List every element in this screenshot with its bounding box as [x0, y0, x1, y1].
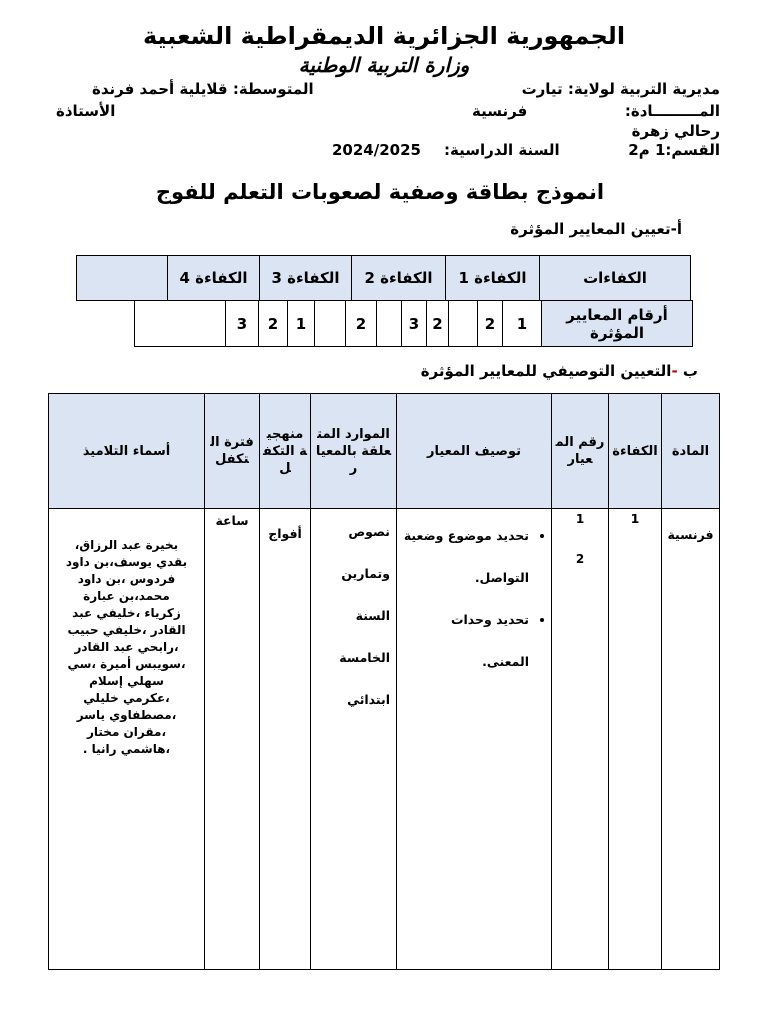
resources-header: الموارد المتعلقة بالمعيار: [311, 394, 397, 509]
period-header: فترة التكفل: [205, 394, 260, 509]
description-header: توصيف المعيار: [397, 394, 552, 509]
subject-label: المـــــــــادة:: [624, 102, 720, 120]
criterion-cell: 2: [259, 301, 288, 347]
criterion-cell: 3: [226, 301, 259, 347]
criterion-cell: 2: [346, 301, 377, 347]
description-cell: [397, 509, 552, 970]
criterion-cell: [449, 301, 478, 347]
school-line: المتوسطة: قلايلية أحمد فرندة: [92, 80, 314, 98]
description-item: • تحديد موضوع وضعية التواصل.: [401, 515, 529, 599]
section-b-dash: -: [671, 362, 678, 380]
method-cell: أفواج: [260, 509, 311, 970]
criterion-number: 1: [575, 512, 585, 526]
subject-value: فرنسية: [472, 102, 528, 120]
teacher-label: الأستاذة: [56, 102, 116, 120]
section-b-letter: ب: [682, 362, 698, 380]
section-a-heading: [510, 220, 682, 238]
competencies-label: الكفاءات: [540, 256, 691, 301]
competency-cell: 1: [609, 509, 662, 970]
teacher-name: رحالي زهرة: [631, 122, 720, 140]
criteria-numbers-table: [134, 300, 693, 347]
students-header: أسماء التلاميذ: [49, 394, 205, 509]
subject-header: المادة: [662, 394, 720, 509]
section-a-title: تعيين المعايير المؤثرة: [510, 220, 671, 238]
method-header: منهجية التكفل: [260, 394, 311, 509]
criterion-cell: 2: [427, 301, 449, 347]
ministry-title: وزارة التربية الوطنية: [298, 53, 470, 77]
competency-2-header: الكفاءة 2: [352, 256, 446, 301]
resources-cell: نصوص وتمارين السنة الخامسة ابتدائي: [311, 509, 397, 970]
criterion-cell: [315, 301, 346, 347]
empty-cell: [77, 256, 168, 301]
criterion-cell: [377, 301, 402, 347]
students-cell: بخيرة عبد الرزاق، بقدي يوسف،بن داود فردوس ،بن داود محمد،بن عبارة زكرياء ،خليفي عبد القادر ،خليفي حبيب ،رابحي عبد القادر ،سويبس أميرة ،سي سهلي إسلام ،عكرمي خليلي ،مصطفاوي ياسر ،مقران مختار ،هاشمي رانيا .: [49, 509, 205, 970]
section-b-title: التعيين التوصيفي للمعايير المؤثرة: [420, 362, 672, 380]
period-cell: ساعة: [205, 509, 260, 970]
competency-4-header: الكفاءة 4: [168, 256, 260, 301]
republic-title: الجمهورية الجزائرية الديمقراطية الشعبية: [142, 22, 626, 50]
criterion-number-cell: [552, 509, 609, 970]
competency-3-header: الكفاءة 3: [260, 256, 352, 301]
competency-header: الكفاءة: [609, 394, 662, 509]
document-title: انموذج بطاقة وصفية لصعوبات التعلم للفوج: [155, 180, 605, 204]
criterion-cell: [135, 301, 226, 347]
competencies-table: [76, 255, 691, 301]
description-list: [397, 515, 551, 683]
criterion-cell: 2: [478, 301, 503, 347]
criterion-cell: 1: [288, 301, 315, 347]
criteria-numbers-label: أرقام المعايير المؤثرة: [542, 301, 693, 347]
directorate-line: مديرية التربية لولاية: تيارت: [521, 80, 720, 98]
competency-1-header: الكفاءة 1: [446, 256, 540, 301]
year-value: 2024/2025: [332, 141, 421, 159]
section-b-heading: [421, 362, 698, 380]
year-label: السنة الدراسية:: [444, 141, 560, 159]
criterion-cell: 1: [503, 301, 542, 347]
description-item: • تحديد وحدات المعنى.: [401, 599, 529, 683]
section-a-letter: أ-: [670, 220, 682, 238]
criteria-description-table: [48, 393, 720, 970]
criterion-cell: 3: [402, 301, 427, 347]
criterion-number-header: رقم المعيار: [552, 394, 609, 509]
class-label: القسم:1 م2: [628, 141, 720, 159]
criterion-number: 2: [575, 552, 585, 566]
subject-cell: فرنسية: [662, 509, 720, 970]
